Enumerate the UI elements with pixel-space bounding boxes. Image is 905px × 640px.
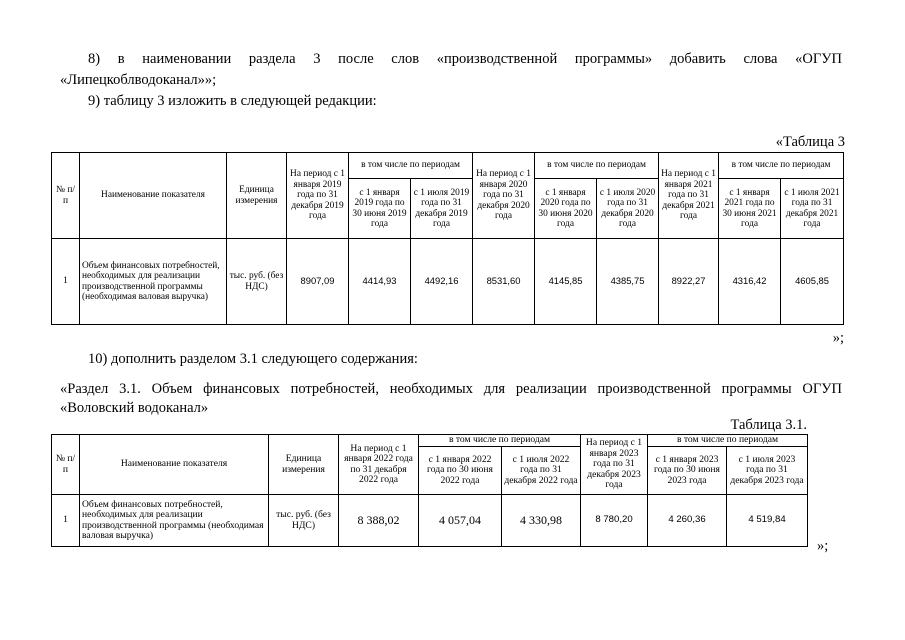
cell-value: 4 057,04 (419, 495, 502, 547)
header-name: Наименование показателя (80, 435, 269, 495)
header-h2-2022: с 1 июля 2022 года по 31 декабря 2022 года (502, 447, 581, 495)
header-period-2021: На период с 1 января 2021 года по 31 декабря 2021 года (659, 153, 719, 239)
header-group-2023: в том числе по периодам (648, 435, 808, 447)
cell-value: 4 519,84 (727, 495, 808, 547)
header-h2-2021: с 1 июля 2021 года по 31 декабря 2021 года (781, 179, 844, 239)
header-h1-2020: с 1 января 2020 года по 30 июня 2020 года (535, 179, 597, 239)
cell-value: 4605,85 (781, 239, 844, 325)
header-period-2023: На период с 1 января 2023 года по 31 декабря 2023 года (581, 435, 648, 495)
cell-name: Объем финансовых потребностей, необходимых для реализации производственной программы (необходимая валовая выручка) (80, 239, 227, 325)
section-3-1-line-2: «Воловский водоканал» (60, 400, 209, 416)
cell-value: 8 388,02 (339, 495, 419, 547)
header-h1-2022: с 1 января 2022 года по 30 июня 2022 года (419, 447, 502, 495)
item-9: 9) таблицу 3 изложить в следующей редакции: (88, 93, 377, 109)
cell-num: 1 (52, 239, 80, 325)
cell-value: 4 260,36 (648, 495, 727, 547)
cell-unit: тыс. руб. (без НДС) (269, 495, 339, 547)
header-period-2022: На период с 1 января 2022 года по 31 декабря 2022 года (339, 435, 419, 495)
header-group-2022: в том числе по периодам (419, 435, 581, 447)
table-row (52, 239, 844, 325)
cell-value: 4316,42 (719, 239, 781, 325)
table-3-caption: «Таблица 3 (775, 134, 845, 150)
cell-value: 4385,75 (597, 239, 659, 325)
item-10: 10) дополнить разделом 3.1 следующего содержания: (88, 351, 418, 367)
cell-value: 8922,27 (659, 239, 719, 325)
cell-value: 4492,16 (411, 239, 473, 325)
cell-value: 8 780,20 (581, 495, 648, 547)
header-group-2019: в том числе по периодам (349, 153, 473, 179)
header-unit: Единица измерения (227, 153, 287, 239)
cell-name: Объем финансовых потребностей, необходимых для реализации производственной программы (необходимая валовая выручка) (80, 495, 269, 547)
header-h2-2023: с 1 июля 2023 года по 31 декабря 2023 года (727, 447, 808, 495)
header-num: № п/п (52, 435, 80, 495)
header-group-2020: в том числе по периодам (535, 153, 659, 179)
header-name: Наименование показателя (80, 153, 227, 239)
item-8-line-2: «Липецкоблводоканал»»; (60, 72, 217, 88)
cell-unit: тыс. руб. (без НДС) (227, 239, 287, 325)
table-row (52, 495, 808, 547)
table-3-1-closing: »; (817, 538, 829, 554)
header-h1-2021: с 1 января 2021 года по 30 июня 2021 года (719, 179, 781, 239)
header-h1-2023: с 1 января 2023 года по 30 июня 2023 года (648, 447, 727, 495)
header-period-2020: На период с 1 января 2020 года по 31 декабря 2020 года (473, 153, 535, 239)
header-group-2021: в том числе по периодам (719, 153, 844, 179)
header-h2-2020: с 1 июля 2020 года по 31 декабря 2020 года (597, 179, 659, 239)
header-h2-2019: с 1 июля 2019 года по 31 декабря 2019 года (411, 179, 473, 239)
cell-num: 1 (52, 495, 80, 547)
table-3-1-caption: Таблица 3.1. (730, 417, 807, 433)
table-3-closing: »; (832, 330, 844, 346)
item-8-line-1: 8) в наименовании раздела 3 после слов «производственной программы» добавить слова «ОГУП (88, 51, 842, 67)
cell-value: 4145,85 (535, 239, 597, 325)
table-3 (51, 152, 844, 325)
section-3-1-line-1: «Раздел 3.1. Объем финансовых потребностей, необходимых для реализации производственной программы ОГУП (60, 381, 842, 397)
cell-value: 8907,09 (287, 239, 349, 325)
cell-value: 4 330,98 (502, 495, 581, 547)
header-num: № п/п (52, 153, 80, 239)
header-h1-2019: с 1 января 2019 года по 30 июня 2019 года (349, 179, 411, 239)
table-3-1 (51, 434, 808, 547)
header-period-2019: На период с 1 января 2019 года по 31 декабря 2019 года (287, 153, 349, 239)
header-unit: Единица измерения (269, 435, 339, 495)
cell-value: 4414,93 (349, 239, 411, 325)
cell-value: 8531,60 (473, 239, 535, 325)
